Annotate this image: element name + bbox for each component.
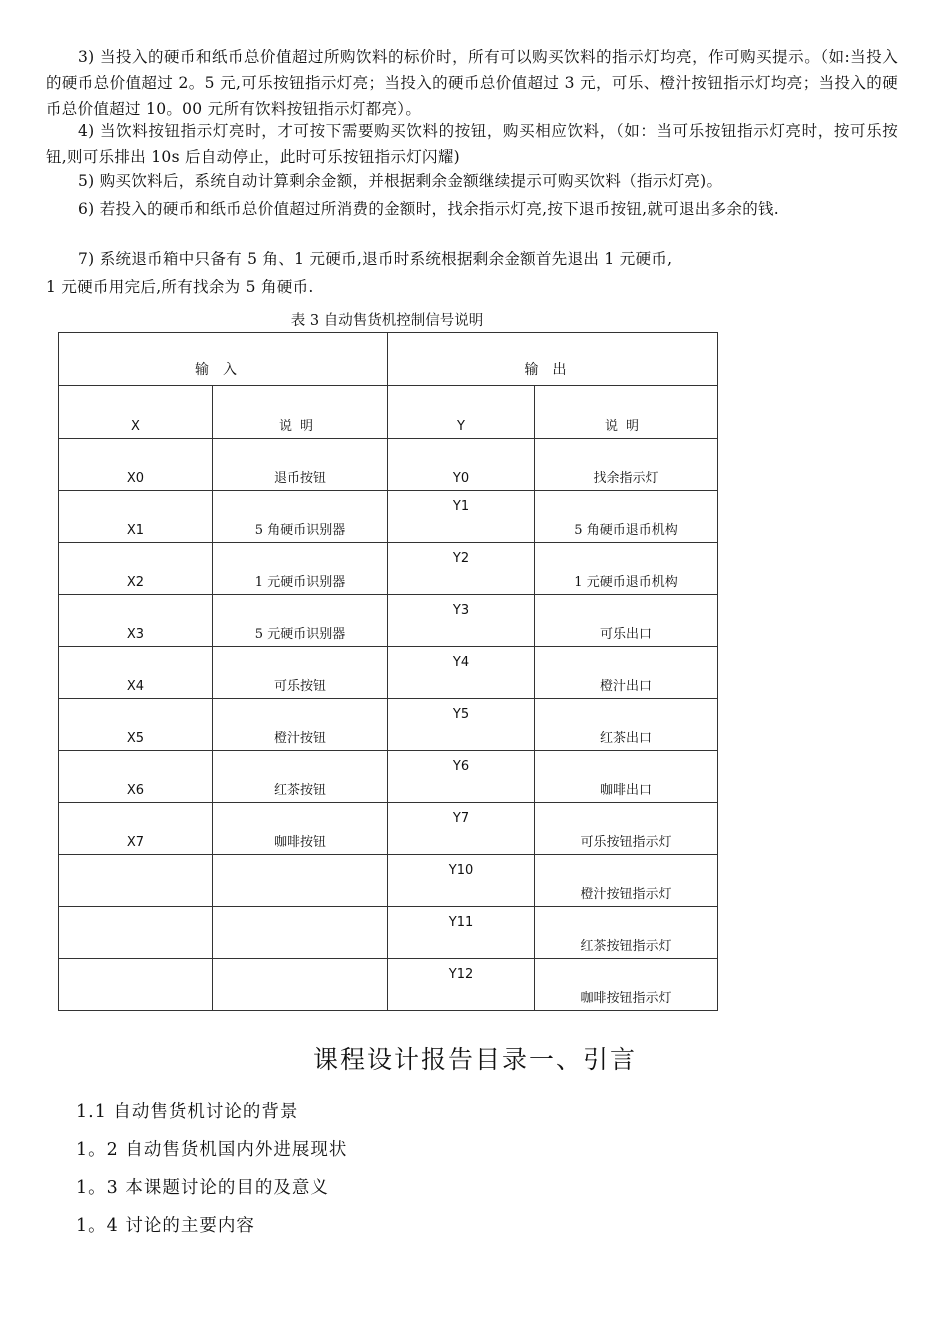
- signal-y-desc-cell: 橙汁出口: [535, 647, 718, 699]
- table-row: [59, 647, 718, 699]
- signal-y-label: Y0: [452, 471, 470, 486]
- toc-item-1-4: 1。4 讨论的主要内容: [76, 1216, 255, 1236]
- table-row: [59, 751, 718, 803]
- paragraph-7-continued: 1 元硬币用完后,所有找余为 5 角硬币.: [46, 278, 314, 296]
- signal-x-cell: X7: [59, 803, 213, 855]
- signal-y-label: Y10: [448, 863, 474, 878]
- signal-y-desc-cell: 咖啡出口: [535, 751, 718, 803]
- signal-x-desc-cell: 红茶按钮: [213, 751, 388, 803]
- signal-y-desc-cell: 咖啡按钮指示灯: [535, 959, 718, 1011]
- signal-y-cell: [388, 959, 535, 1011]
- table-column-header-row: [59, 386, 718, 439]
- signal-x-desc-cell: 1 元硬币识别器: [213, 543, 388, 595]
- table-row: [59, 907, 718, 959]
- signal-x-cell: X4: [59, 647, 213, 699]
- paragraph-4: 4) 当饮料按钮指示灯亮时，才可按下需要购买饮料的按钮，购买相应饮料，（如：当可乐按钮指示灯亮时，按可乐按钮,则可乐排出 10s 后自动停止，此时可乐按钮指示灯闪耀): [46, 122, 898, 166]
- table-row: [59, 595, 718, 647]
- signal-x-cell: [59, 959, 213, 1011]
- signal-x-desc-cell: 5 角硬币识别器: [213, 491, 388, 543]
- table-row: [59, 543, 718, 595]
- signal-x-desc-cell: 咖啡按钮: [213, 803, 388, 855]
- signal-x-desc-cell: [213, 959, 388, 1011]
- paragraph-6: 6) 若投入的硬币和纸币总价值超过所消费的金额时，找余指示灯亮,按下退币按钮,就可退出多余的钱.: [78, 200, 780, 218]
- column-header-x: X: [59, 386, 213, 439]
- table-caption: 表 3 自动售货机控制信号说明: [290, 313, 484, 329]
- signal-y-desc-cell: 5 角硬币退币机构: [535, 491, 718, 543]
- table-row: [59, 855, 718, 907]
- signal-y-cell: [388, 647, 535, 699]
- signal-y-cell: [388, 751, 535, 803]
- signal-y-cell: [388, 543, 535, 595]
- column-header-y: Y: [388, 386, 535, 439]
- signal-y-cell: [388, 907, 535, 959]
- signal-y-cell: [388, 439, 535, 491]
- signal-x-cell: X1: [59, 491, 213, 543]
- signal-y-cell: [388, 699, 535, 751]
- report-title: 课程设计报告目录一、引言: [312, 1045, 637, 1074]
- signal-y-desc-cell: 橙汁按钮指示灯: [535, 855, 718, 907]
- signal-y-label: Y6: [452, 759, 470, 774]
- column-header-x-desc: 说明: [213, 386, 388, 439]
- signal-y-label: Y12: [448, 967, 474, 982]
- signal-y-cell: [388, 855, 535, 907]
- paragraph-5: 5) 购买饮料后，系统自动计算剩余金额，并根据剩余金额继续提示可购买饮料（指示灯亮)。: [78, 172, 723, 190]
- signal-y-desc-cell: 红茶出口: [535, 699, 718, 751]
- signal-y-desc-cell: 1 元硬币退币机构: [535, 543, 718, 595]
- signal-y-desc-cell: 找余指示灯: [535, 439, 718, 491]
- signal-x-desc-cell: [213, 907, 388, 959]
- toc-item-1-2: 1。2 自动售货机国内外进展现状: [76, 1140, 348, 1160]
- signal-y-label: Y7: [452, 811, 470, 826]
- signal-x-desc-cell: 5 元硬币识别器: [213, 595, 388, 647]
- toc-item-1-1: 1.1 自动售货机讨论的背景: [76, 1102, 299, 1122]
- signal-y-label: Y5: [452, 707, 470, 722]
- signal-x-cell: X3: [59, 595, 213, 647]
- signal-x-cell: X6: [59, 751, 213, 803]
- signal-y-cell: [388, 491, 535, 543]
- signal-y-desc-cell: 可乐按钮指示灯: [535, 803, 718, 855]
- table-row: [59, 491, 718, 543]
- signal-y-desc-cell: 红茶按钮指示灯: [535, 907, 718, 959]
- output-header: 输出: [388, 333, 718, 386]
- signal-x-cell: X0: [59, 439, 213, 491]
- signal-x-cell: [59, 907, 213, 959]
- column-header-y-desc: 说明: [535, 386, 718, 439]
- signal-y-cell: [388, 595, 535, 647]
- paragraph-3: 3) 当投入的硬币和纸币总价值超过所购饮料的标价时，所有可以购买饮料的指示灯均亮，作可购买提示。（如:当投入的硬币总价值超过 2。5 元,可乐按钮指示灯亮；当投入的硬币总价值超过 3 元，可乐、橙汁按钮指示灯均亮；当投入的硬币总价值超过 10。00 元所有饮料按钮指示灯都亮）。: [46, 48, 898, 118]
- signal-y-cell: [388, 803, 535, 855]
- signal-y-label: Y11: [448, 915, 474, 930]
- signal-x-cell: X5: [59, 699, 213, 751]
- table-body: [59, 333, 718, 1011]
- table-row: [59, 439, 718, 491]
- table-row: [59, 959, 718, 1011]
- signal-x-cell: X2: [59, 543, 213, 595]
- toc-item-1-3: 1。3 本课题讨论的目的及意义: [76, 1178, 329, 1198]
- signal-x-desc-cell: 退币按钮: [213, 439, 388, 491]
- signal-y-desc-cell: 可乐出口: [535, 595, 718, 647]
- signal-x-desc-cell: 橙汁按钮: [213, 699, 388, 751]
- control-signal-table: [58, 332, 718, 1011]
- signal-x-desc-cell: 可乐按钮: [213, 647, 388, 699]
- signal-y-label: Y2: [452, 551, 470, 566]
- table-row: [59, 699, 718, 751]
- signal-x-cell: [59, 855, 213, 907]
- signal-x-desc-cell: [213, 855, 388, 907]
- signal-y-label: Y4: [452, 655, 470, 670]
- signal-y-label: Y3: [452, 603, 470, 618]
- table-row: [59, 803, 718, 855]
- signal-y-label: Y1: [452, 499, 470, 514]
- input-header: 输入: [59, 333, 388, 386]
- paragraph-7: 7) 系统退币箱中只备有 5 角、1 元硬币,退币时系统根据剩余金额首先退出 1 元硬币,: [78, 250, 673, 268]
- table-group-header-row: [59, 333, 718, 386]
